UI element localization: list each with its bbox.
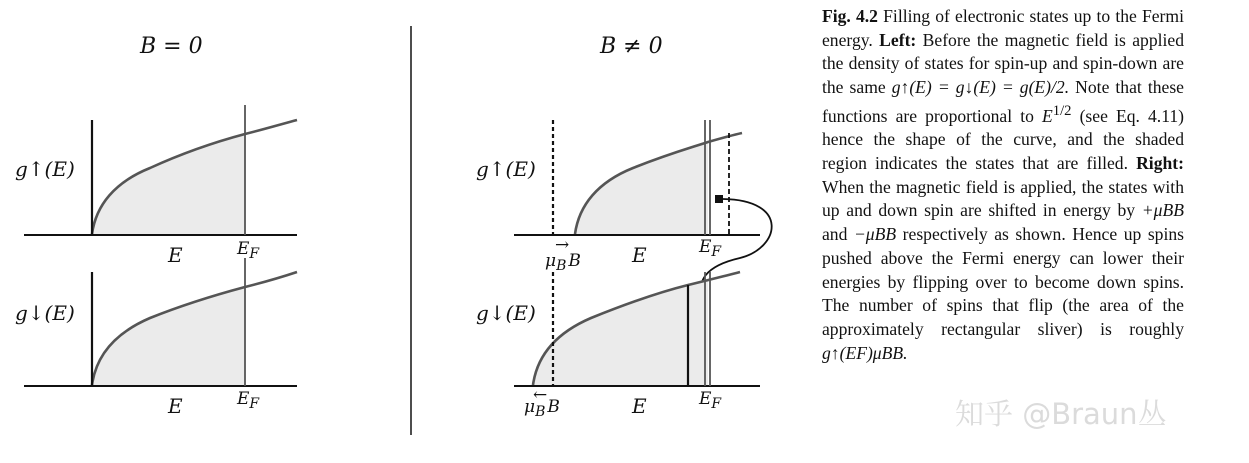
flip-start-marker [715, 195, 723, 203]
figure-caption [822, 5, 1184, 365]
caption-left-text-1: Before the magnetic field is applied the density of states for spin-up and spin-down are the same [822, 29, 1184, 98]
right-lower-shift-arrow: ← [533, 385, 548, 405]
right-panel-title: B ≠ 0 [600, 34, 663, 59]
caption-shift-plus: +μBB [1141, 200, 1184, 221]
caption-right-text-2: and [822, 224, 848, 245]
right-lower-fermi-label: $E_F$ [699, 389, 722, 412]
right-upper-dos-label: g↑(E) [476, 157, 536, 181]
left-upper-filled-region [92, 134, 245, 234]
caption-equation: g↑(E) = g↓(E) = g(E)/2. [891, 77, 1070, 98]
left-upper-energy-label: E [168, 243, 183, 267]
right-upper-energy-label: E [632, 243, 647, 267]
caption-power: E [1041, 105, 1053, 126]
right-upper-filled-region [575, 142, 708, 234]
watermark: 知乎 @Braun丛 [955, 397, 1167, 431]
right-lower-filled-region [533, 280, 708, 385]
caption-left-text-2: Note that these functions are proportional to [822, 77, 1184, 126]
right-lower-shift-label: $\mu_B$ B [524, 397, 560, 420]
right-lower-energy-label: E [632, 394, 647, 418]
caption-fig-label: Fig. 4.2 [822, 6, 878, 26]
left-lower-filled-region [92, 287, 245, 385]
caption-intro: Filling of electronic states up to the Fermi energy. [822, 6, 1184, 50]
right-lower-dos-label: g↓(E) [476, 301, 536, 325]
left-upper-fermi-label: $E_F$ [237, 239, 260, 262]
left-lower-dos-label: g↓(E) [15, 301, 75, 325]
left-lower-energy-label: E [168, 394, 183, 418]
right-upper-shift-label: $\mu_B$ B [545, 251, 581, 274]
right-upper-fermi-label: $E_F$ [699, 237, 722, 260]
caption-left-text-3: (see Eq. 4.11) hence the shape of the curve, and the shaded region indicates the states that are filled. [822, 105, 1184, 174]
caption-result: g↑(EF)μBB. [822, 342, 908, 363]
right-upper-shift-arrow: → [555, 235, 570, 255]
caption-right-text-1: When the magnetic field is applied, the states with up and down spin are shifted in energy by [822, 176, 1184, 221]
caption-right-text-3: respectively as shown. Hence up spins pushed above the Fermi energy can lower their energies by flipping over to become down spins. The number of spins that flip (the area of the approximately rectangular sliver) is roughly [822, 224, 1184, 339]
caption-left-label: Left: [879, 29, 917, 50]
left-panel-title: B = 0 [140, 34, 203, 59]
caption-shift-minus: −μBB [853, 224, 897, 245]
left-upper-dos-label: g↑(E) [15, 157, 75, 181]
caption-power-exponent: 1/2 [1052, 102, 1072, 119]
caption-right-label: Right: [1136, 153, 1184, 174]
left-lower-fermi-label: $E_F$ [237, 389, 260, 412]
